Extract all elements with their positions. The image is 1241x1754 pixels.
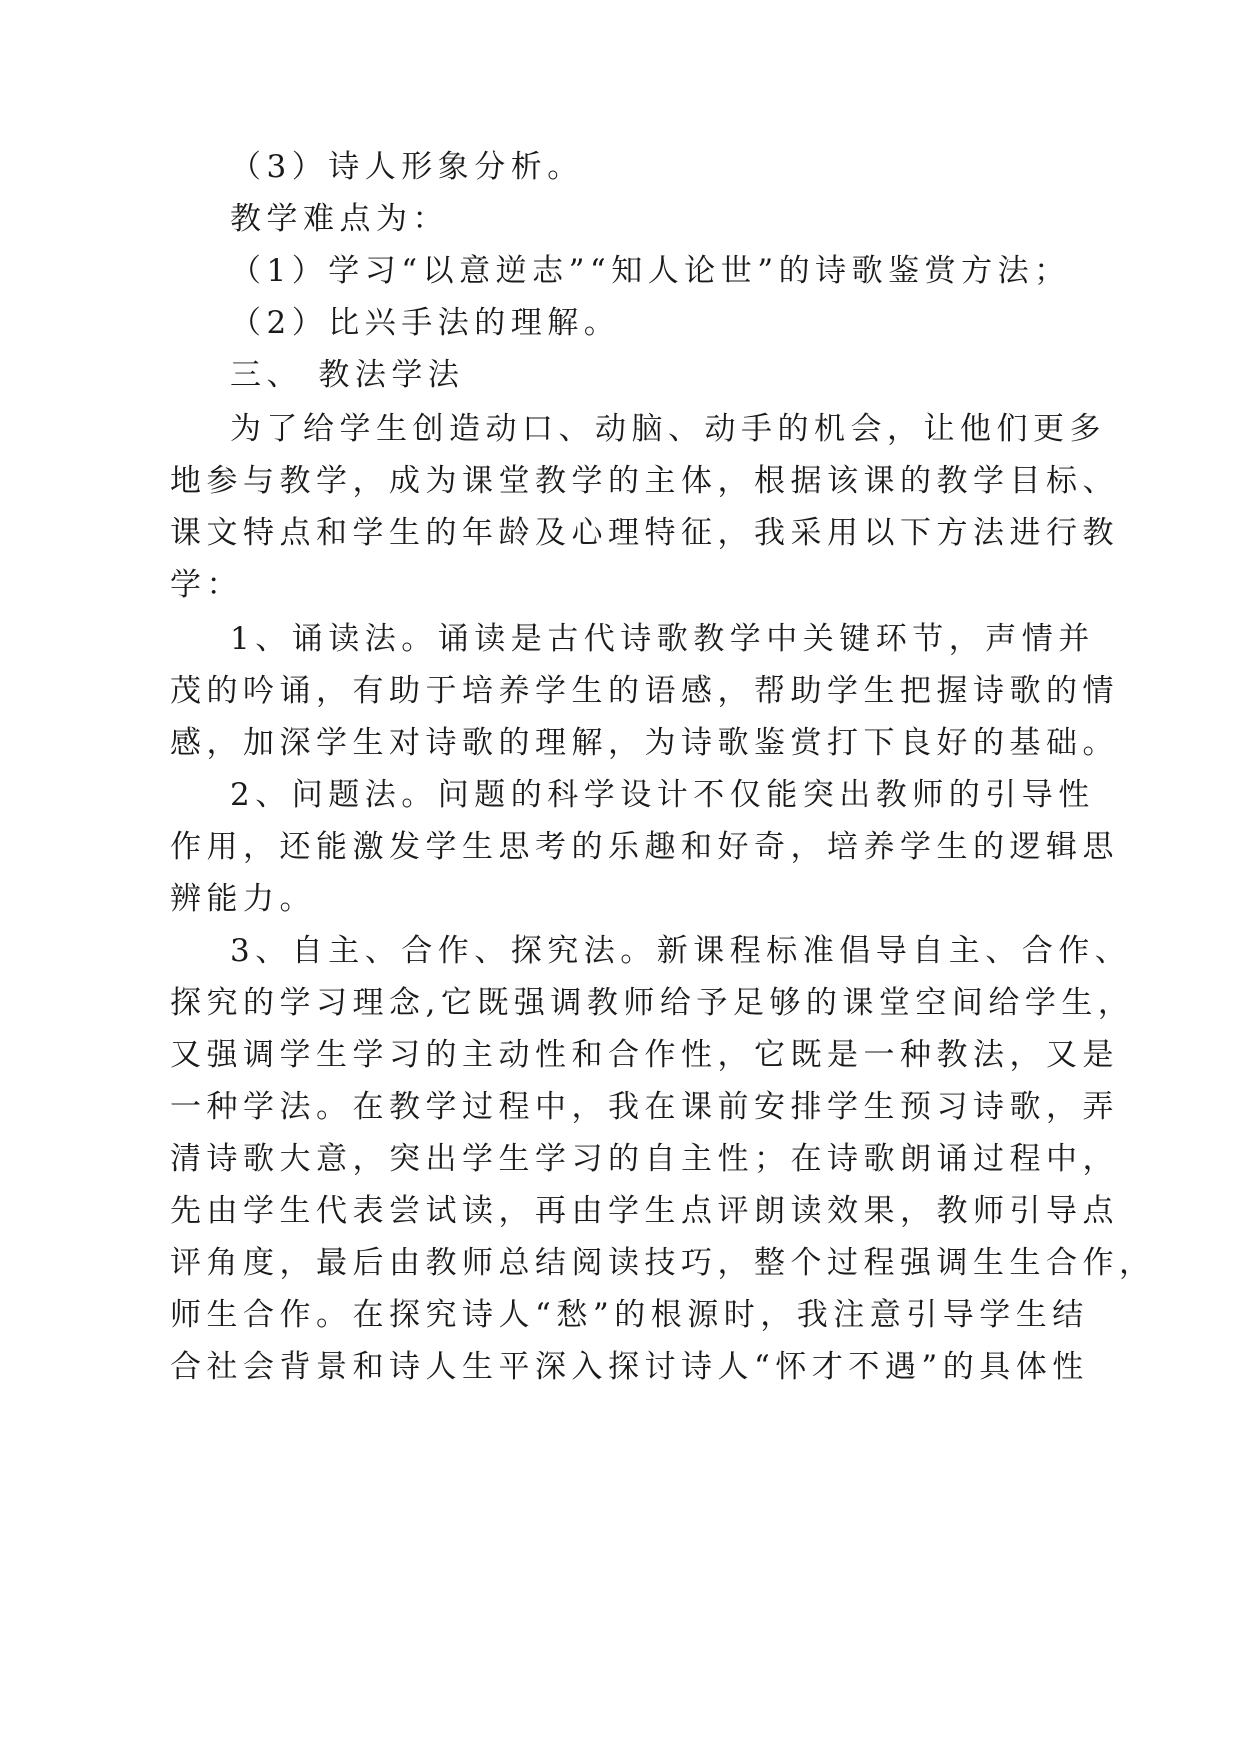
text-line-method1-1: 1、诵读法。诵读是古代诗歌教学中关键环节，声情并 — [230, 621, 1095, 657]
text-line-difficulty-heading: 教学难点为： — [230, 201, 449, 237]
text-line-difficulty-2: （2）比兴手法的理解。 — [230, 305, 621, 341]
section-heading: 三、 教法学法 — [230, 357, 465, 393]
text-line-method2-1: 2、问题法。问题的科学设计不仅能突出教师的引导性 — [230, 777, 1095, 813]
text-line-method3-7: 评角度，最后由教师总结阅读技巧，整个过程强调生生合作， — [170, 1245, 1156, 1281]
text-line-method1-3: 感，加深学生对诗歌的理解，为诗歌鉴赏打下良好的基础。 — [170, 725, 1119, 761]
text-line-method2-2: 作用，还能激发学生思考的乐趣和好奇，培养学生的逻辑思 — [170, 829, 1119, 865]
text-line-intro-3: 课文特点和学生的年龄及心理特征，我采用以下方法进行教 — [170, 515, 1119, 551]
text-line-method3-3: 又强调学生学习的主动性和合作性，它既是一种教法，又是 — [170, 1037, 1119, 1073]
text-line-method3-5: 清诗歌大意，突出学生学习的自主性；在诗歌朗诵过程中， — [170, 1141, 1119, 1177]
text-line-difficulty-1: （1）学习“以意逆志”“知人论世”的诗歌鉴赏方法； — [230, 253, 1071, 289]
text-line-intro-4: 学： — [170, 567, 243, 603]
text-line-method1-2: 茂的吟诵，有助于培养学生的语感，帮助学生把握诗歌的情 — [170, 673, 1119, 709]
text-line-method2-3: 辨能力。 — [170, 881, 316, 917]
text-line-method3-2: 探究的学习理念,它既强调教师给予足够的课堂空间给学生， — [170, 985, 1135, 1021]
text-line-method3-6: 先由学生代表尝试读，再由学生点评朗读效果，教师引导点 — [170, 1193, 1119, 1229]
text-line-method3-4: 一种学法。在教学过程中，我在课前安排学生预习诗歌，弄 — [170, 1089, 1119, 1125]
text-line-intro-1: 为了给学生创造动口、动脑、动手的机会，让他们更多 — [230, 411, 1106, 447]
text-line-intro-2: 地参与教学，成为课堂教学的主体，根据该课的教学目标、 — [170, 463, 1119, 499]
text-line-method3-1: 3、自主、合作、探究法。新课程标准倡导自主、合作、 — [230, 933, 1132, 969]
text-line-method3-8: 师生合作。在探究诗人“愁”的根源时，我注意引导学生结 — [170, 1297, 1089, 1333]
text-line-method3-9: 合社会背景和诗人生平深入探讨诗人“怀才不遇”的具体性 — [170, 1349, 1089, 1385]
text-line-item3: （3）诗人形象分析。 — [230, 149, 584, 185]
